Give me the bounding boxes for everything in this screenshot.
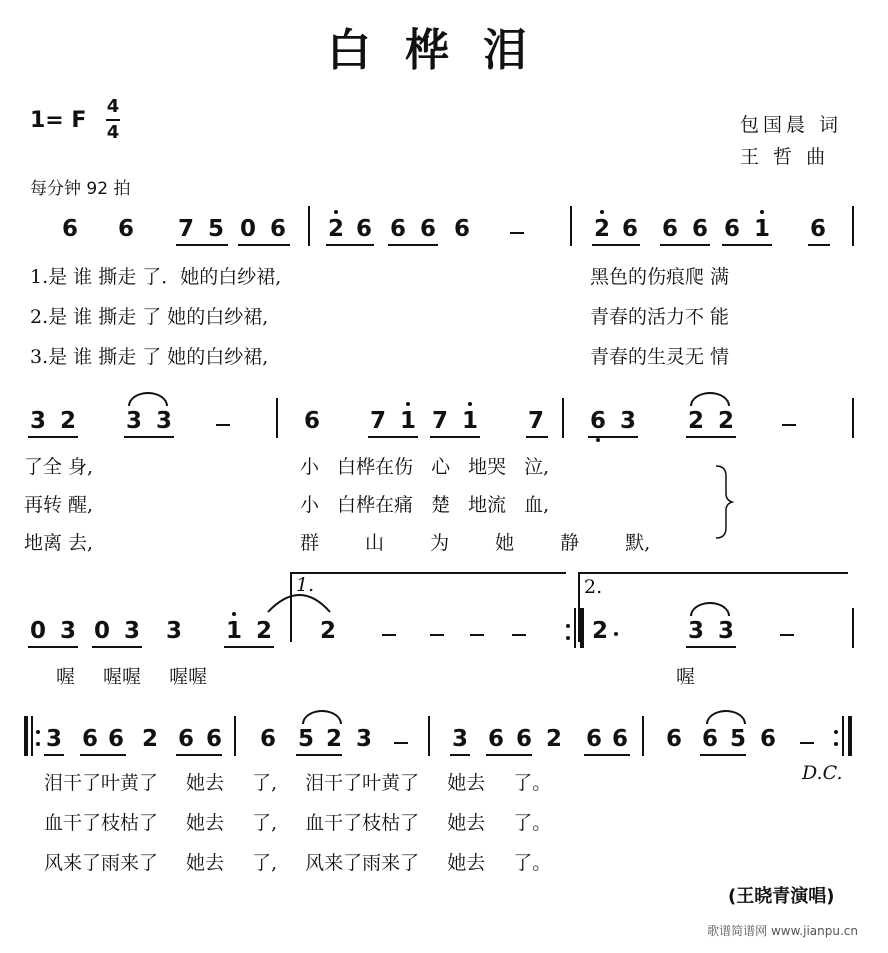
tempo-marking: 每分钟 92 拍 [30,179,131,199]
note: 6 [206,726,223,752]
lyric-verse-3b: 青春的生灵无 情 [590,346,730,368]
note: 3 [124,618,141,644]
lyric-verse-1b: 小 白桦在伤 心 地哭 泣, [300,456,550,478]
note: 3 [718,618,735,644]
volta-2: 2. [584,576,603,598]
note: 6 [488,726,505,752]
lyric-verse-2: 2.是 谁 撕走 了 她的白纱裙, [30,306,269,328]
note: 6 [810,216,827,242]
note: 6 [420,216,437,242]
time-signature [106,96,120,144]
note: 3 [452,726,469,752]
note: 7 [178,216,195,242]
note: 7 [432,408,449,434]
lyric-verse-3a: 地离 去, [24,532,94,554]
note: 6 [260,726,277,752]
key-signature: 1= F [30,108,87,133]
lyric-verse-3b: 群 山 为 她 静 默, [300,532,651,554]
note: 2 [328,216,345,242]
note: 6 [304,408,321,434]
song-title: 白桦泪 [327,25,561,76]
note: 1 [400,408,417,434]
note: 6 [516,726,533,752]
note: 6 [62,216,79,242]
note: 5 [730,726,747,752]
note: 5 [208,216,225,242]
singer-credit: (王晓青演唱) [728,886,835,907]
note: 3 [46,726,63,752]
note: 6 [612,726,629,752]
lyric-line-3: 喔 喔喔 喔喔 [56,666,208,688]
note: 6 [390,216,407,242]
note: 6 [118,216,135,242]
note: 6 [270,216,287,242]
note: 2 [60,408,77,434]
note: 2 [320,618,337,644]
lyric-verse-2b: 小 白桦在痛 楚 地流 血, [300,494,550,516]
note: 6 [108,726,125,752]
composer-credit: 王 哲 曲 [740,146,830,168]
lyric-verse-2: 血干了枝枯了 她去 了, 血干了枝枯了 她去 了。 [44,812,552,834]
note: 2 [256,618,273,644]
note: 5 [298,726,315,752]
note: 6 [724,216,741,242]
note: 2 [326,726,343,752]
lyric-verse-1b: 黑色的伤痕爬 满 [590,266,730,288]
lyric-verse-2a: 再转 醒, [24,494,94,516]
note: 6 [662,216,679,242]
lyric-verse-2b: 青春的活力不 能 [590,306,730,328]
note: 2 [142,726,159,752]
note: 1 [462,408,479,434]
note: 2 [688,408,705,434]
note: 3 [60,618,77,644]
note: 3 [126,408,143,434]
dc-marking: D.C. [802,762,843,784]
note: 6 [760,726,777,752]
note: 1 [226,618,243,644]
note: 3 [166,618,183,644]
note: 2 [718,408,735,434]
lyricist-credit: 包国晨 词 [740,114,843,136]
time-bottom: 4 [106,122,120,143]
lyric-verse-3: 3.是 谁 撕走 了 她的白纱裙, [30,346,269,368]
note: 0 [94,618,111,644]
note: 3 [620,408,637,434]
note: 6 [82,726,99,752]
note: 7 [528,408,545,434]
time-top: 4 [106,96,120,117]
note: 3 [356,726,373,752]
lyric-verse-3: 风来了雨来了 她去 了, 风来了雨来了 她去 了。 [44,852,552,874]
lyric-verse-1: 泪干了叶黄了 她去 了, 泪干了叶黄了 她去 了。 [44,772,552,794]
note: 6 [622,216,639,242]
note: 0 [30,618,47,644]
lyric-verse-1: 1.是 谁 撕走 了．她的白纱裙, [30,266,282,288]
watermark: 歌谱简谱网 www.jianpu.cn [707,924,858,938]
note-dotted: 2 [592,618,609,644]
note: 6 [178,726,195,752]
note: 7 [370,408,387,434]
note: 3 [156,408,173,434]
note: 2 [594,216,611,242]
note: 6 [454,216,471,242]
lyric-verse-1a: 了全 身, [24,456,94,478]
note: 6 [666,726,683,752]
note: 3 [688,618,705,644]
note: 6 [586,726,603,752]
lyric-line-3-end: 喔 [676,666,696,688]
note: 6 [702,726,719,752]
volta-1: 1. [296,574,315,596]
note: 6 [590,408,607,434]
note: 6 [356,216,373,242]
note: 1 [754,216,771,242]
note: 0 [240,216,257,242]
note: 6 [692,216,709,242]
note: 3 [30,408,47,434]
note: 2 [546,726,563,752]
